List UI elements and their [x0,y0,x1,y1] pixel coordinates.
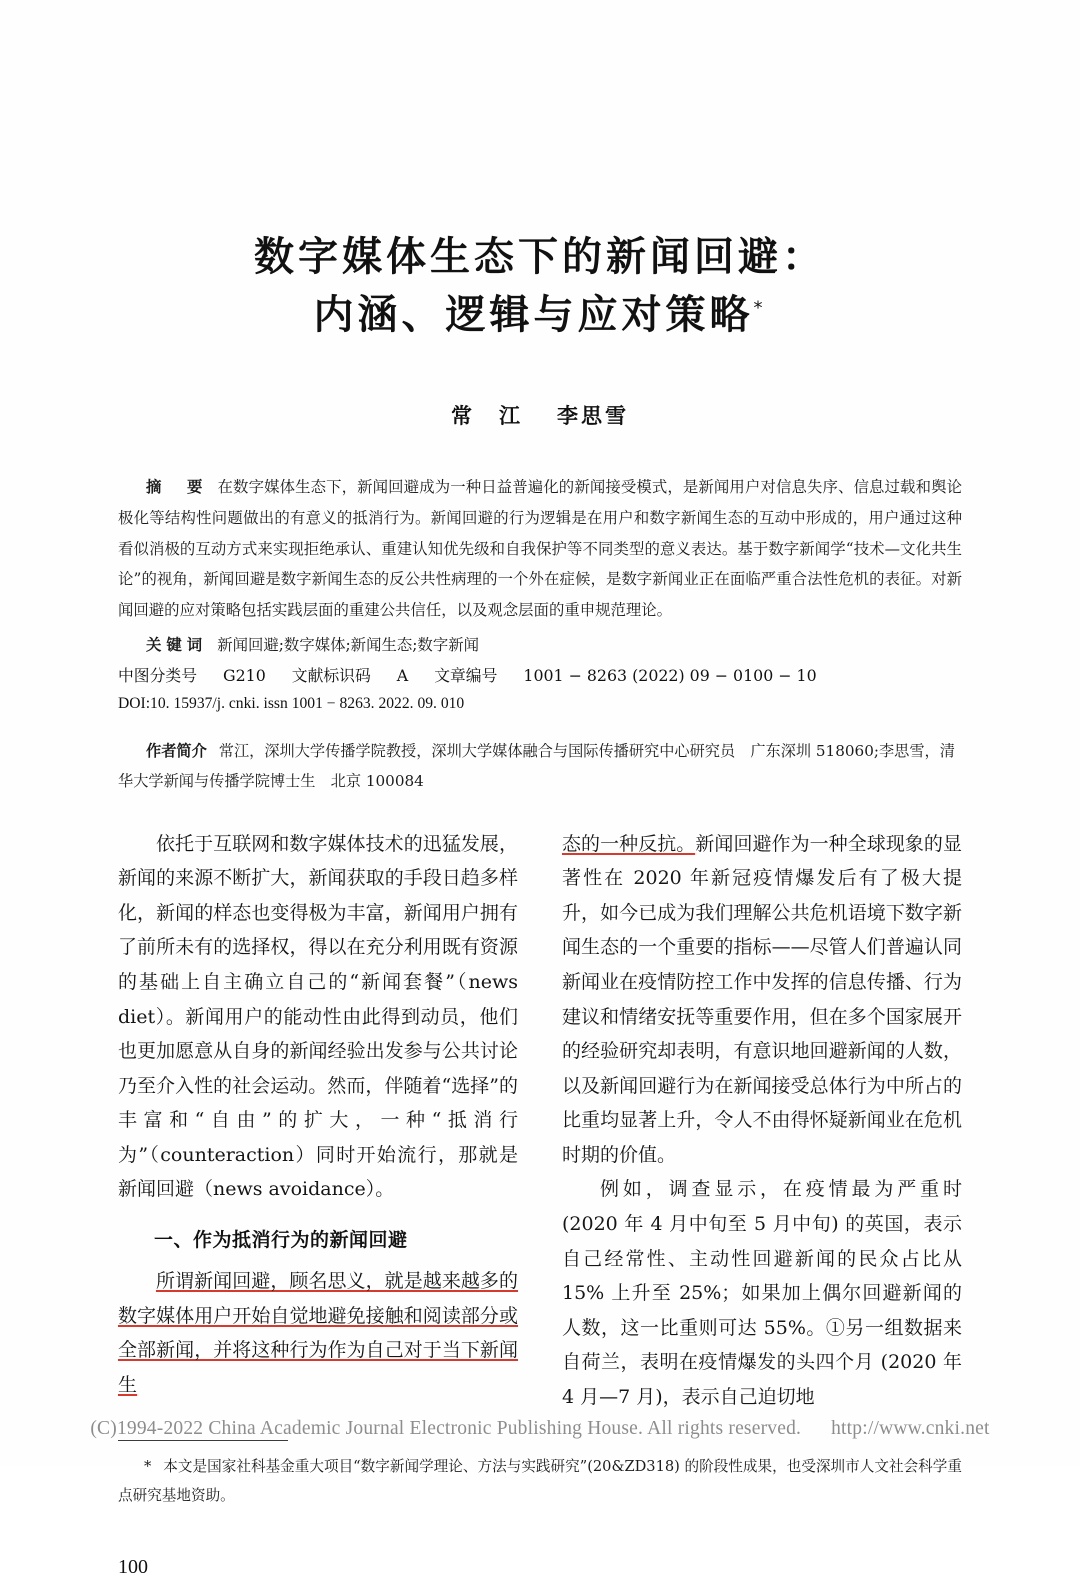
footnote [118,1453,962,1510]
abstract-label: 摘 要 [146,478,208,496]
author-bio-label: 作者简介 [146,742,207,761]
abstract-text: 在数字媒体生态下，新闻回避成为一种日益普遍化的新闻接受模式，是新闻用户对信息失序、信息过载和舆论极化等结构性问题做出的有意义的抵消行为。新闻回避的行为逻辑是在用户和数字新闻生态的互动中形成的，用户通过这种看似消极的互动方式来实现拒绝承认、重建认知优先级和自我保护等不同类型的意义表达。基于数字新闻学“技术—文化共生论”的视角，新闻回避是数字新闻生态的反公共性病理的一个外在症候，是数字新闻业正在面临严重合法性危机的表征。对新闻回避的应对策略包括实践层面的重建公共信任，以及观念层面的重申规范理论。 [118,478,962,620]
abstract-block [118,472,962,797]
page-title-line-1: 数字媒体生态下的新闻回避： [254,234,826,280]
red-underline-text-continued: 态的一种反抗。 [562,832,696,855]
body-columns [118,827,962,1415]
abstract-paragraph [118,472,962,626]
footnote-divider [118,1440,288,1441]
keywords-text: 新闻回避;数字媒体;新闻生态;数字新闻 [217,636,479,655]
author-bio-text: 常江，深圳大学传播学院教授，深圳大学媒体融合与国际传播研究中心研究员 广东深圳 518060;李思雪，清华大学新闻与传播学院博士生 北京 100084 [118,742,955,791]
keywords-row [118,630,962,661]
footnote-text: 本文是国家社科基金重大项目“数字新闻学理论、方法与实践研究”(20&ZD318) 的阶段性成果，也受深圳市人文社会科学重点研究基地资助。 [118,1458,962,1504]
author-line [0,400,1080,430]
copyright-notice [0,1418,1080,1440]
title-block [0,228,1080,344]
red-underline-text: 所谓新闻回避，顾名思义，就是越来越多的数字媒体用户开始自觉地避免接触和阅读部分或全部新闻，并将这种行为作为自己对于当下新闻生 [118,1270,518,1396]
paragraph-continued-text: 新闻回避作为一种全球现象的显著性在 2020 年新冠疫情爆发后有了极大提升，如今已成为我们理解公共危机语境下数字新闻生态的一个重要的指标——尽管人们普遍认同新闻业在疫情防控工作中发挥的信息传播、行为建议和情绪安抚等重要作用，但在多个国家展开的经验研究却表明，有意识地回避新闻的人数，以及新闻回避行为在新闻接受总体行为中所占的比重均显著上升，令人不由得怀疑新闻业在危机时期的价值。 [562,832,962,1166]
classification-row [118,661,962,690]
copyright-url: http://www.cnki.net [831,1418,990,1439]
doi-row: DOI:10. 15937/j. cnki. issn 1001 − 8263. 2022. 09. 010 [118,695,465,713]
document-code-value: A [396,665,409,685]
paragraph-continued [562,827,962,1173]
left-column [118,827,518,1415]
page-number: 100 [118,1556,148,1579]
footnote-marker: * [144,1458,152,1476]
paragraph: 例如，调查显示，在疫情最为严重时 (2020 年 4 月中旬至 5 月中旬) 的英国，表示自己经常性、主动性回避新闻的民众占比从 15% 上升至 25%；如果加上偶尔回避新闻的人数，这一比重则可达 55%。①另一组数据来自荷兰，表明在疫情爆发的头四个月 (2020 年 4 月—7 月)，表示自己迫切地 [562,1178,962,1408]
page-title-line-2 [314,286,767,344]
keywords-label: 关键词 [146,636,208,655]
section-heading: 一、作为抵消行为的新闻回避 [154,1229,408,1252]
title-footnote-marker: * [753,297,767,319]
article-number-label: 文章编号 [434,665,498,685]
page-title-line-2-text: 内涵、逻辑与应对策略 [313,292,754,338]
author-2: 李思雪 [557,404,629,428]
article-number-value: 1001 − 8263 (2022) 09 − 0100 − 10 [523,665,817,685]
author-1: 常 江 [451,404,523,428]
classification-label: 中图分类号 [118,665,197,685]
paragraph: 依托于互联网和数字媒体技术的迅猛发展，新闻的来源不断扩大，新闻获取的手段日趋多样化，新闻的样态也变得极为丰富，新闻用户拥有了前所未有的选择权，得以在充分利用既有资源的基础上自主确立自己的“新闻套餐”（news diet）。新闻用户的能动性由此得到动员，他们也更加愿意从自身的新闻经验出发参与公共讨论乃至介入性的社会运动。然而，伴随着“选择”的丰富和“自由”的扩大，一种“抵消行为”（counteraction）同时开始流行，那就是新闻回避（news avoidance）。 [118,832,518,1201]
right-column [562,827,962,1415]
copyright-text: (C)1994-2022 China Academic Journal Electronic Publishing House. All rights reserved. [90,1418,802,1439]
classification-value: G210 [223,665,266,685]
paragraph-highlighted [118,1264,518,1402]
document-code-label: 文献标识码 [291,665,371,685]
author-bio-row [118,737,962,796]
